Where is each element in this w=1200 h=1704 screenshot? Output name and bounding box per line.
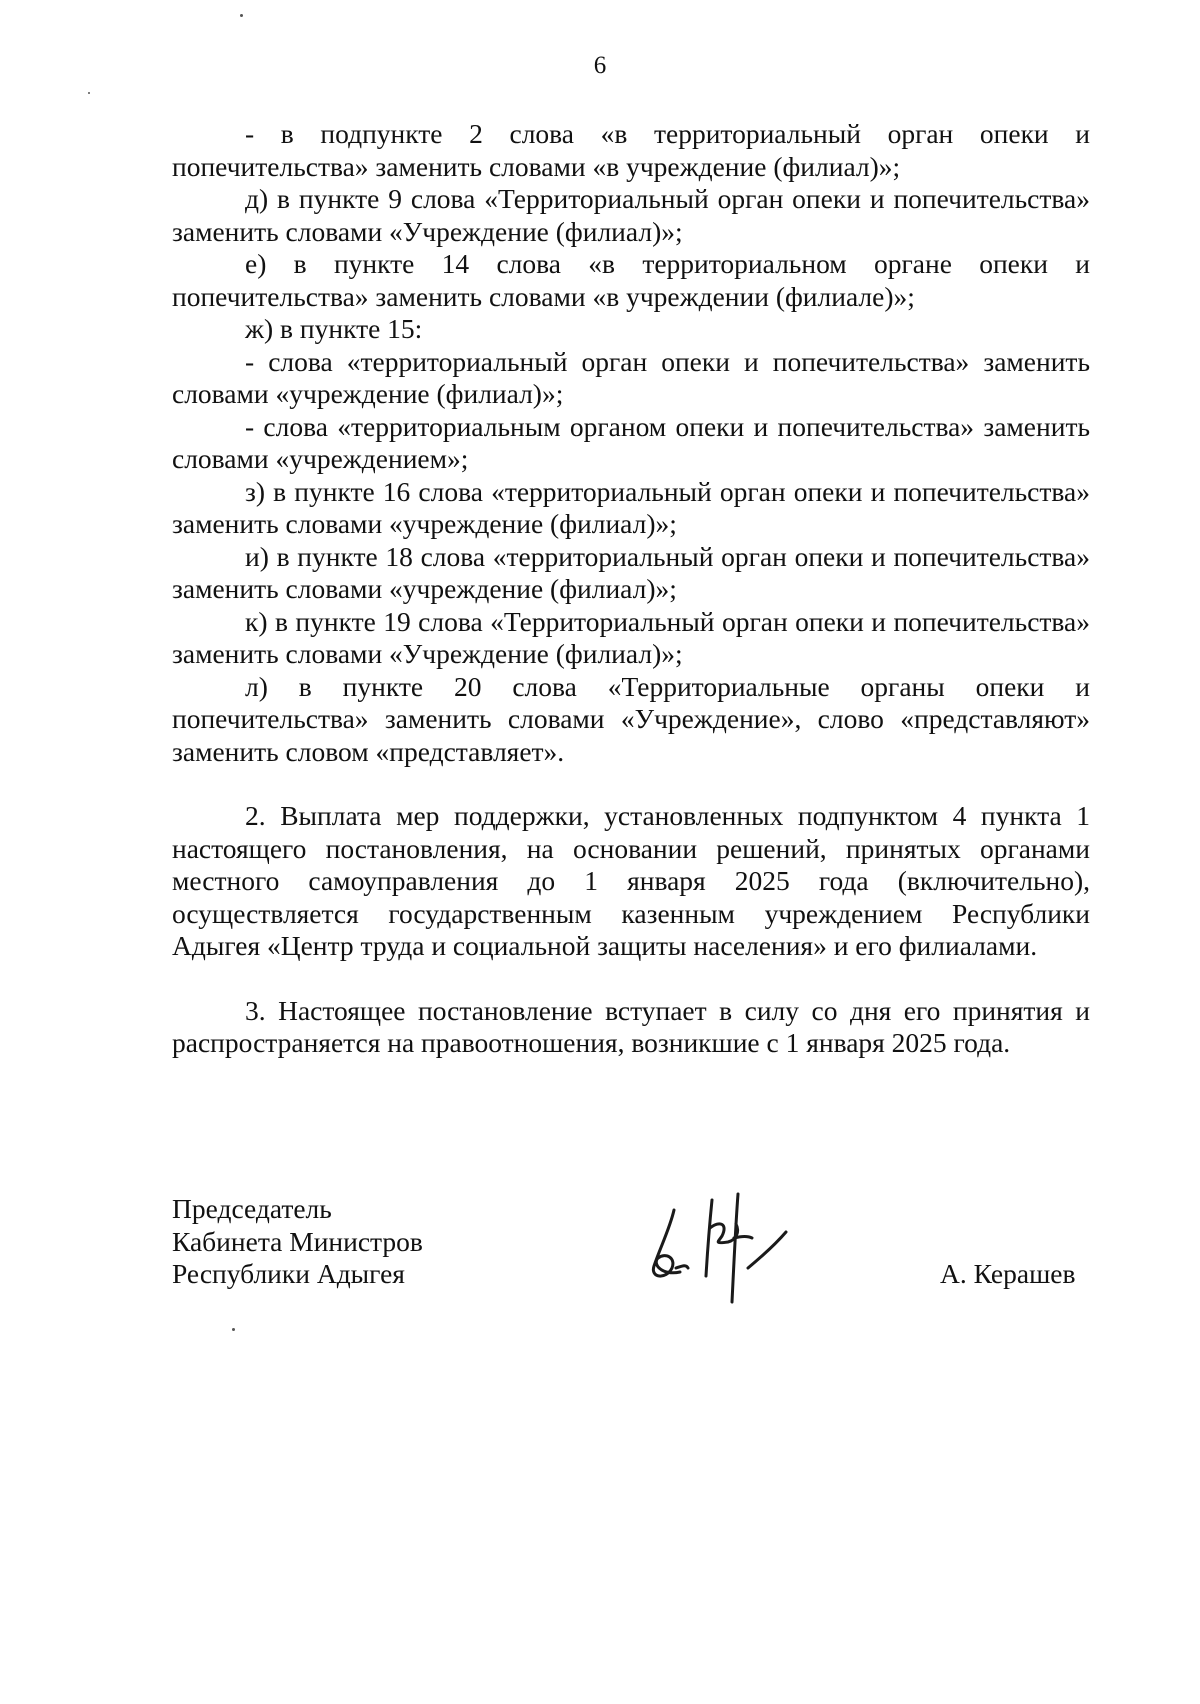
- signatory-title-line: Председатель: [172, 1193, 332, 1224]
- scan-speck: [232, 1328, 235, 1331]
- paragraph-item-d: д) в пункте 9 слова «Территориальный орган опеки и попечительства» заменить словами «Учреждение (филиал)»;: [172, 183, 1090, 247]
- signatory-title-line: Республики Адыгея: [172, 1258, 405, 1289]
- signatory-title: [172, 1193, 423, 1291]
- scan-speck: [88, 92, 90, 94]
- paragraph-item-zh: ж) в пункте 15:: [245, 313, 423, 344]
- handwritten-signature: [636, 1180, 806, 1310]
- page-number: 6: [593, 52, 607, 79]
- paragraph-item-i: и) в пункте 18 слова «территориальный орган опеки и попечительства» заменить словами «учреждение (филиал)»;: [172, 540, 1090, 604]
- paragraph-section-2: 2. Выплата мер поддержки, установленных подпунктом 4 пункта 1 настоящего постановления, на основании решений, принятых органами местного самоуправления до 1 января 2025 года (включительно), осуществляется государственным казенным учреждением Республики Адыгея «Центр труда и социальной защиты населения» и его филиалами.: [172, 800, 1090, 961]
- document-body: [172, 118, 1090, 1060]
- paragraph-item-z: з) в пункте 16 слова «территориальный орган опеки и попечительства» заменить словами «учреждение (филиал)»;: [172, 475, 1090, 539]
- paragraph-item-l: л) в пункте 20 слова «Территориальные органы опеки и попечительства» заменить словами «Учреждение», слово «представляют» заменить словом «представляет».: [172, 670, 1090, 767]
- paragraph-item-k: к) в пункте 19 слова «Территориальный орган опеки и попечительства» заменить словами «Учреждение (филиал)»;: [172, 605, 1090, 669]
- paragraph-section-3: 3. Настоящее постановление вступает в силу со дня его принятия и распространяется на правоотношения, возникшие с 1 января 2025 года.: [172, 994, 1090, 1058]
- paragraph-subitem-2: - в подпункте 2 слова «в территориальный орган опеки и попечительства» заменить словами «в учреждение (филиал)»;: [172, 118, 1090, 182]
- paragraph-item-e: е) в пункте 14 слова «в территориальном органе опеки и попечительства» заменить словами «в учреждении (филиале)»;: [172, 248, 1090, 312]
- paragraph-item-zh-1: - слова «территориальный орган опеки и попечительства» заменить словами «учреждение (филиал)»;: [172, 345, 1090, 409]
- signatory-title-line: Кабинета Министров: [172, 1225, 423, 1257]
- paragraph-item-zh-2: - слова «территориальным органом опеки и попечительства» заменить словами «учреждением»;: [172, 410, 1090, 474]
- signatory-name: А. Керашев: [940, 1258, 1076, 1289]
- scan-speck: [240, 14, 243, 17]
